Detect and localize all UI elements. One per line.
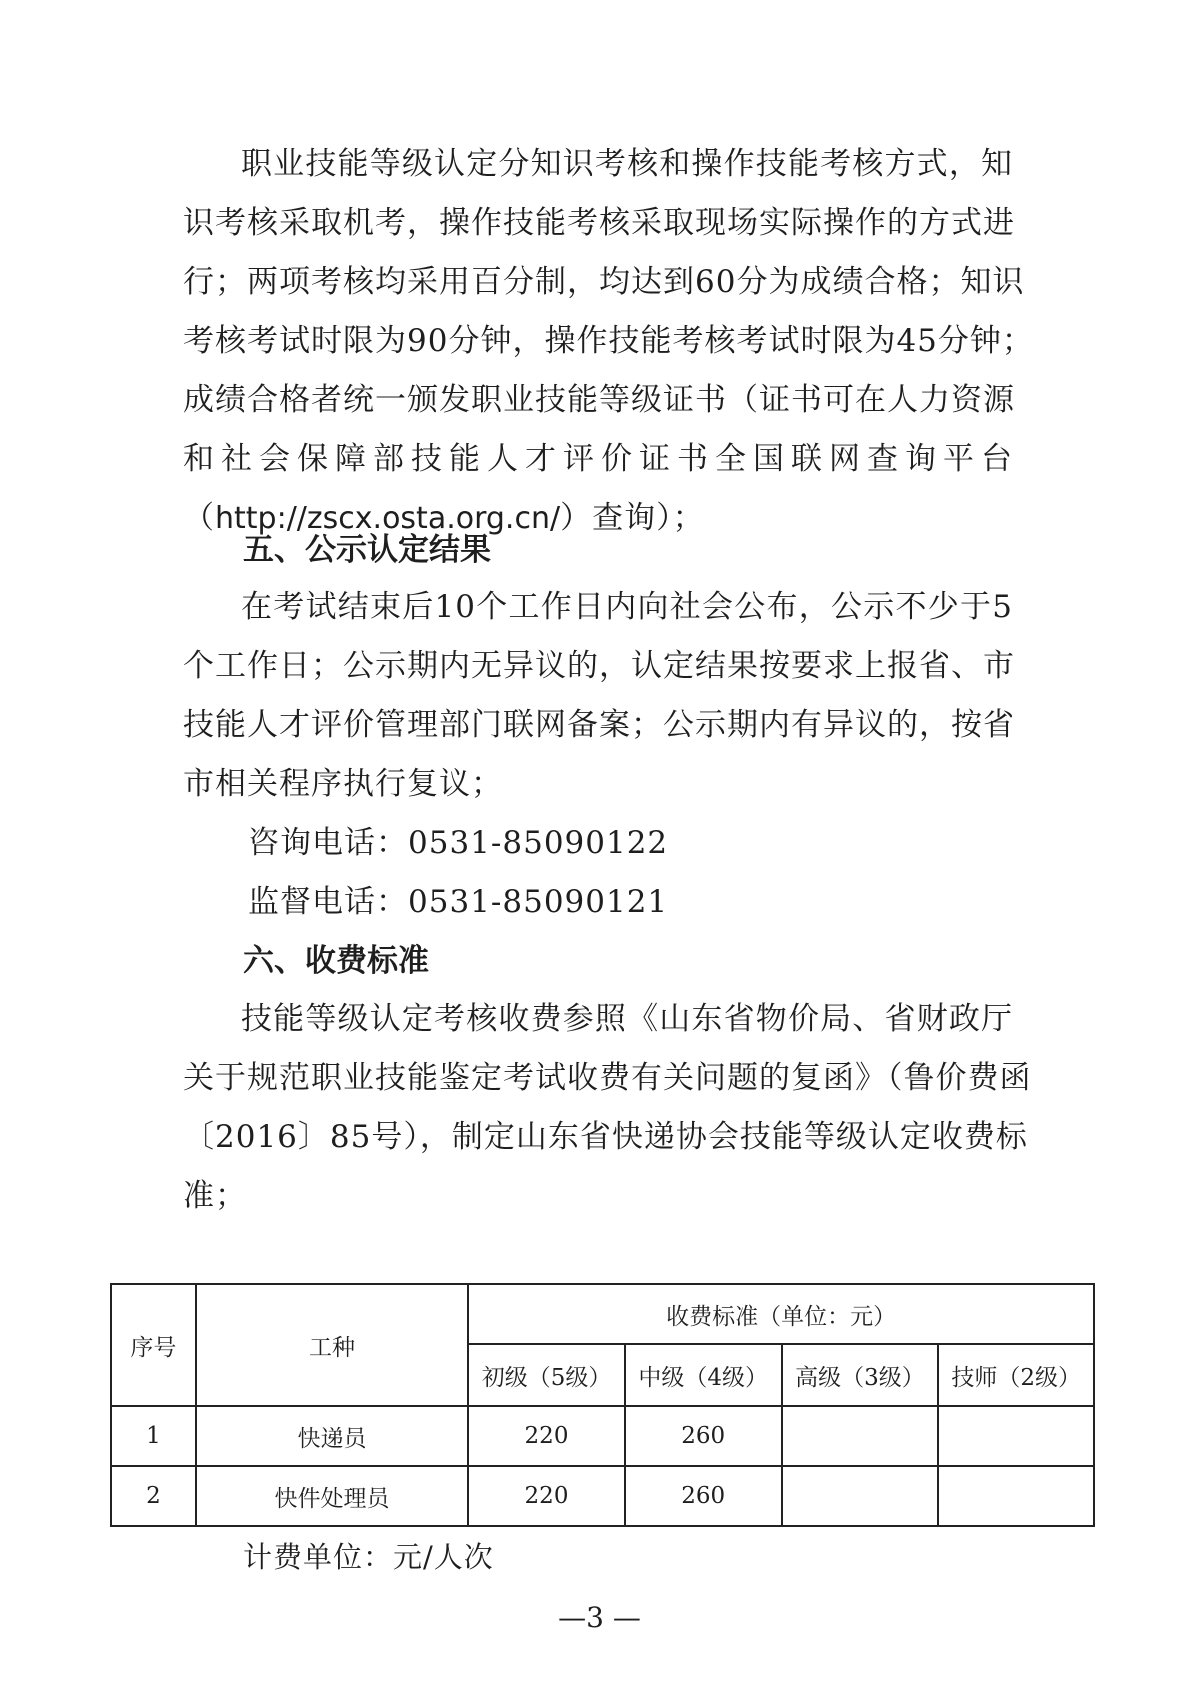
text-line: 准； [183, 1178, 247, 1214]
cell-fee [782, 1406, 939, 1466]
cell-fee [938, 1466, 1094, 1526]
cell-no: 1 [111, 1406, 196, 1466]
header-level-4: 中级（4级） [625, 1344, 782, 1406]
text-line: 职业技能等级认定分知识考核和操作技能考核方式，知 [241, 146, 1013, 182]
text-line: 关于规范职业技能鉴定考试收费有关问题的复函》（鲁价费函 [183, 1060, 1032, 1096]
text-line: 考核考试时限为90分钟，操作技能考核考试时限为45分钟； [183, 323, 1034, 359]
table-row [111, 1406, 1094, 1466]
paragraph-fee-basis [183, 990, 1032, 1226]
cell-no: 2 [111, 1466, 196, 1526]
paragraph-assessment-method [183, 135, 1034, 548]
cell-job-type: 快递员 [196, 1406, 468, 1466]
fee-table [110, 1283, 1095, 1527]
header-job-type: 工种 [196, 1284, 468, 1406]
header-fee-standard: 收费标准（单位：元） [468, 1284, 1094, 1344]
text-line: 〔2016〕85号），制定山东省快递协会技能等级认定收费标 [183, 1119, 1028, 1155]
table-header-row [111, 1284, 1094, 1344]
cell-fee: 260 [625, 1406, 782, 1466]
fee-unit-note: 计费单位：元/人次 [243, 1540, 494, 1574]
text-line: 市相关程序执行复议； [183, 766, 503, 802]
cell-fee [938, 1406, 1094, 1466]
section-heading-5: 五、公示认定结果 [243, 532, 491, 568]
text-line: 技能等级认定考核收费参照《山东省物价局、省财政厅 [241, 1001, 1013, 1037]
header-level-5: 初级（5级） [468, 1344, 625, 1406]
cell-job-type: 快件处理员 [196, 1466, 468, 1526]
text-line: 行；两项考核均采用百分制，均达到60分为成绩合格；知识 [183, 264, 1025, 300]
cell-fee: 220 [468, 1406, 625, 1466]
cell-fee: 220 [468, 1466, 625, 1526]
cell-fee: 260 [625, 1466, 782, 1526]
cell-fee [782, 1466, 939, 1526]
paragraph-publicity [183, 578, 1013, 814]
header-level-3: 高级（3级） [782, 1344, 939, 1406]
paren-close: ）查询）； [560, 500, 705, 536]
page-number: —3 — [558, 1601, 641, 1634]
text-line: 和社会保障部技能人才评价证书全国联网查询平台 [183, 441, 1013, 477]
certificate-query-link[interactable]: http://zscx.osta.org.cn/ [215, 501, 561, 536]
supervise-phone: 监督电话：0531-85090121 [248, 884, 669, 920]
text-line: 个工作日；公示期内无异议的，认定结果按要求上报省、市 [183, 648, 1015, 684]
text-line: 成绩合格者统一颁发职业技能等级证书（证书可在人力资源 [183, 382, 1015, 418]
header-no: 序号 [111, 1284, 196, 1406]
section-heading-6: 六、收费标准 [243, 943, 429, 979]
header-level-2: 技师（2级） [938, 1344, 1094, 1406]
table-row [111, 1466, 1094, 1526]
text-line: 识考核采取机考，操作技能考核采取现场实际操作的方式进 [183, 205, 1015, 241]
paren-open: （ [183, 500, 215, 536]
text-line: 技能人才评价管理部门联网备案；公示期内有异议的，按省 [183, 707, 1015, 743]
consult-phone: 咨询电话：0531-85090122 [248, 825, 669, 861]
text-line: 在考试结束后10个工作日内向社会公布，公示不少于5 [241, 589, 1013, 625]
